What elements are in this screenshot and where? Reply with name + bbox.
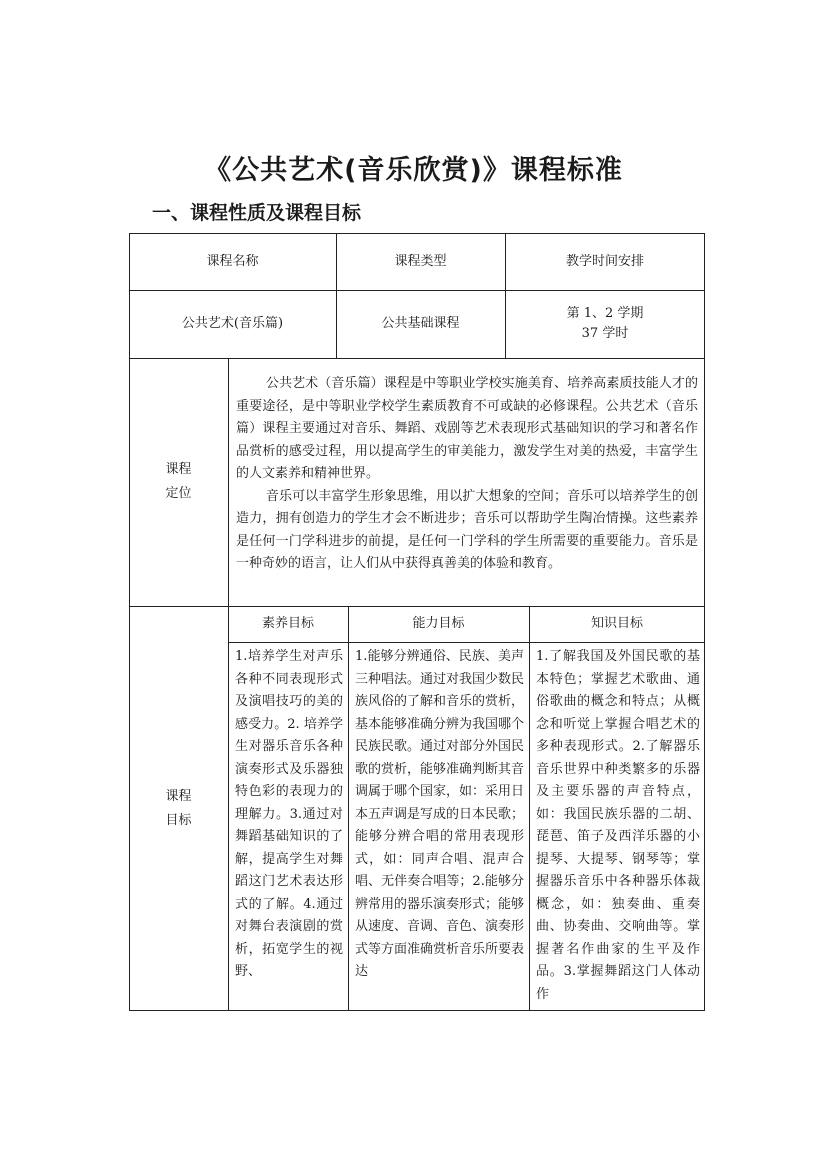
goals-label-line1: 课程 <box>165 788 192 804</box>
table-rule <box>228 358 229 1011</box>
header-literacy-goals: 素养目标 <box>261 616 314 631</box>
positioning-label-line1: 课程 <box>165 462 192 477</box>
literacy-goals-text: 1.培养学生对声乐各种不同表现形式及演唱技巧的美的感受力。2. 培养学生对器乐音乐各种演奏形式及乐器独特色彩的表现力的理解力。3.通过对舞蹈基础知识的了解，提高学生对舞蹈这门艺术表达形式的了解。4.通过对舞台表演剧的赏析，拓宽学生的视野、 <box>235 649 343 979</box>
course-name-value: 公共艺术(音乐篇) <box>181 316 284 331</box>
positioning-text <box>236 373 698 576</box>
schedule-hours: 37 学时 <box>581 326 629 341</box>
section-heading: 一、课程性质及课程目标 <box>152 202 362 224</box>
schedule-semesters: 第 1、2 学期 <box>566 306 644 321</box>
positioning-paragraph-2: 音乐可以丰富学生形象思维，用以扩大想象的空间；音乐可以培养学生的创造力，拥有创造力的学生才会不断进步；音乐可以帮助学生陶冶情操。这些素养是任何一门学科进步的前提，是任何一门学科的学生所需要的重要能力。音乐是一种奇妙的语言，让人们从中获得真善美的体验和教育。 <box>236 488 698 571</box>
positioning-paragraph-1: 公共艺术（音乐篇）课程是中等职业学校实施美育、培养高素质技能人才的重要途径，是中等职业学校学生素质教育不可或缺的必修课程。公共艺术（音乐篇）课程主要通过对音乐、舞蹈、戏剧等艺术表现形式基础知识的学习和著名作品赏析的感受过程，用以提高学生的审美能力，激发学生对美的热爱，丰富学生的人文素养和精神世界。 <box>236 376 698 481</box>
header-knowledge-goals: 知识目标 <box>590 616 643 631</box>
positioning-label <box>129 358 228 606</box>
goals-label-line2: 目标 <box>165 812 192 828</box>
table-rule <box>228 642 705 643</box>
ability-goals-text: 1.能够分辨通俗、民族、美声三种唱法。通过对我国少数民族风俗的了解和音乐的赏析，基本能够准确分辨为我国哪个民族民歌。通过对部分外国民歌的赏析，能够准确判断其音调属于哪个国家，如：采用日本五声调是写成的日本民歌；能够分辨合唱的常用表现形式，如：同声合唱、混声合唱、无伴奏合唱等；2.能够分辨常用的器乐演奏形式；能够从速度、音调、音色、演奏形式等方面准确赏析音乐所要表达 <box>355 649 524 979</box>
header-course-type: 课程类型 <box>394 253 447 269</box>
document-title: 《公共艺术(音乐欣赏)》课程标准 <box>204 155 623 186</box>
goals-label <box>129 606 228 1011</box>
header-course-name: 课程名称 <box>206 253 259 269</box>
course-type-value: 公共基础课程 <box>381 316 460 331</box>
table-rule <box>529 606 530 1011</box>
header-ability-goals: 能力目标 <box>412 616 465 631</box>
schedule-value <box>505 290 705 358</box>
header-schedule: 教学时间安排 <box>565 253 644 269</box>
table-rule <box>348 606 349 1011</box>
knowledge-goals-text: 1.了解我国及外国民歌的基本特色；掌握艺术歌曲、通俗歌曲的概念和特点；从概念和听觉上掌握合唱艺术的多种表现形式。2.了解器乐音乐世界中种类繁多的乐器及主要乐器的声音特点，如：我国民族乐器的二胡、琵琶、笛子及西洋乐器的小提琴、大提琴、钢琴等；掌握器乐音乐中各种器乐体裁概念，如：独奏曲、重奏曲、协奏曲、交响曲等。掌握著名作曲家的生平及作品。3.掌握舞蹈这门人体动作 <box>536 649 700 1002</box>
positioning-label-line2: 定位 <box>165 486 192 501</box>
